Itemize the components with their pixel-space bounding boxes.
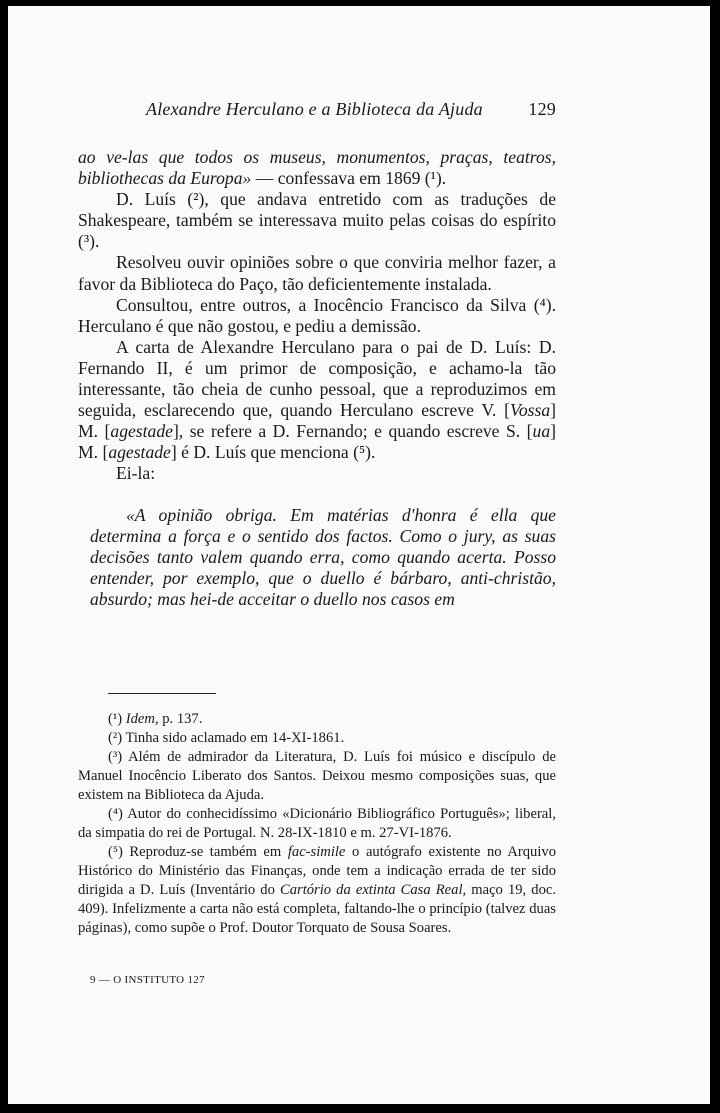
p5-ua: ua [532, 421, 551, 442]
p5-part-d: ] M. [ [78, 421, 556, 463]
p5-part-a: A carta de Alexandre Herculano para o pai de D. Luís: D. Fernando II, é um primor de composição, e achamo-la tão interessante, tão cheia de cunho pessoal, que a reproduzimos em seguida, esclarecendo que, quando Herculano escreve V. [ [78, 336, 556, 421]
paragraph-6: Ei-la: [116, 463, 156, 484]
paragraph-5 [78, 337, 556, 464]
p5-vossa: Vossa [510, 400, 551, 421]
paragraph-3: Resolveu ouvir opiniões sobre o que conviria melhor fazer, a favor da Biblioteca do Paço, tão deficientemente instalada. [78, 252, 556, 294]
footnote-1 [78, 710, 556, 729]
paragraph-4: Consultou, entre outros, a Inocêncio Francisco da Silva (⁴). Herculano é que não gostou, e pediu a demissão. [78, 294, 556, 336]
footnote-3: (³) Além de admirador da Literatura, D. Luís foi músico e discípulo de Manuel Inocêncio Liberato dos Santos. Deixou mesmo composições suas, que existem na Biblioteca da Ajuda. [78, 749, 556, 803]
letter-quote: «A opinião obriga. Em matérias d'honra é ella que determina a força e o sentido dos factos. Como o jury, as suas decisões tanto valem quando erra, como quando acerta. Posso entender, por exemplo, que o duello é bárbaro, anti-christão, absurdo; mas hei-de acceitar o duello nos casos em [90, 504, 556, 609]
fn1-italic: Idem, [125, 711, 159, 727]
footnotes [78, 710, 556, 938]
p1-italic: ao ve-las que todos os museus, monumentos, praças, teatros, bibliothecas da Europa» [78, 147, 556, 189]
fn5-facsimile: fac-simile [287, 844, 346, 860]
p5-part-c: ], se refere a D. Fernando; e quando escreve S. [ [172, 421, 533, 442]
p5-part-b: ] M. [ [78, 400, 556, 442]
printer-signature: 9 — O INSTITUTO 127 [90, 974, 205, 986]
running-header [146, 99, 556, 120]
book-page [8, 6, 710, 1104]
p5-agestade-2: agestade [108, 442, 171, 463]
footnote-rule [108, 693, 216, 694]
paragraph-1 [78, 147, 556, 189]
running-title: Alexandre Herculano e a Biblioteca da Ajuda [146, 99, 483, 119]
fn5-part-a: (⁵) Reproduz-se também em [108, 844, 288, 860]
p5-agestade-1: agestade [110, 421, 173, 442]
paragraph-2: D. Luís (²), que andava entretido com as traduções de Shakespeare, também se interessava muito pelas coisas do espírito (³). [78, 189, 556, 252]
fn5-part-b: o autógrafo existente no Arquivo Histórico do Ministério das Finanças, onde tem a indicação errada de ter sido dirigida a D. Luís (Inventário do [78, 844, 556, 898]
footnote-2: (²) Tinha sido aclamado em 14-XI-1861. [108, 730, 345, 746]
footnote-4: (⁴) Autor do conhecidíssimo «Dicionário Bibliográfico Português»; liberal, da simpatia do rei de Portugal. N. 28-IX-1810 e m. 27-VI-1876. [78, 806, 556, 841]
footnote-5 [78, 843, 556, 938]
fn1-mark: (¹) [108, 711, 123, 727]
main-text [78, 147, 556, 610]
p5-part-e: ] é D. Luís que menciona (⁵). [170, 442, 376, 463]
fn1-rest: p. 137. [158, 711, 203, 727]
fn5-part-c: maço 19, doc. 409). Infelizmente a carta não está completa, faltando-lhe o princípio (talvez duas páginas), como supõe o Prof. Doutor Torquato de Sousa Soares. [78, 882, 556, 936]
p1-rest: — confessava em 1869 (¹). [251, 168, 447, 189]
page-number: 129 [528, 99, 556, 119]
fn5-cartorio: Cartório da extinta Casa Real, [279, 882, 467, 898]
